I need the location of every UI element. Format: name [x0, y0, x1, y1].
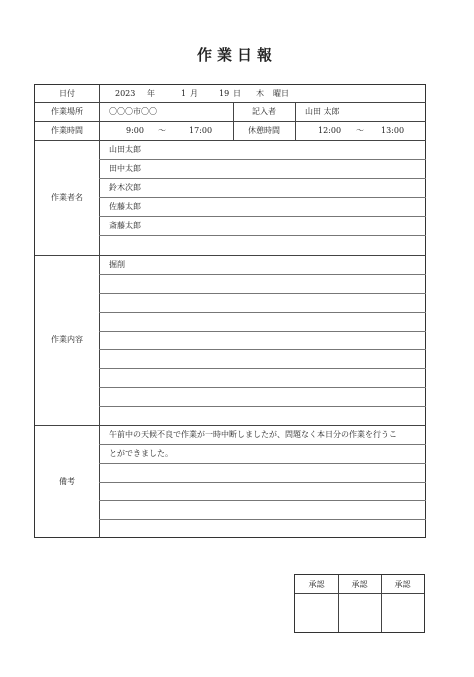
content-label: 作業内容 — [51, 335, 83, 344]
approval-label: 承認 — [351, 580, 368, 589]
work-time-start: 9:00 — [126, 126, 144, 135]
page-title: 作業日報 — [196, 46, 277, 64]
date-month-unit: 月 — [190, 89, 198, 98]
workers-label: 作業者名 — [51, 193, 83, 202]
date-weekday-unit: 曜日 — [273, 89, 289, 98]
date-day: 19 — [219, 89, 230, 98]
date-month: 1 — [181, 89, 187, 98]
work-time-end: 17:00 — [189, 126, 213, 135]
approval-stamps — [294, 574, 425, 633]
date-label: 日付 — [59, 89, 75, 98]
content-line: 掘削 — [109, 260, 125, 269]
work-time-label: 作業時間 — [51, 126, 83, 135]
remarks-line: 午前中の天候不良で作業が一時中断しましたが、問題なく本日分の作業を行うこ — [109, 430, 397, 439]
approval-label: 承認 — [394, 580, 411, 589]
worker-name: 斎藤太郎 — [109, 221, 141, 230]
worker-name: 鈴木次郎 — [109, 183, 141, 192]
remarks-label: 備考 — [59, 477, 75, 486]
date-weekday: 木 — [256, 89, 264, 98]
break-time-start: 12:00 — [318, 126, 342, 135]
date-day-unit: 日 — [233, 89, 241, 98]
worker-name: 山田太郎 — [109, 145, 141, 154]
break-time-tilde: 〜 — [356, 126, 364, 135]
location-value: 〇〇〇市〇〇 — [109, 107, 157, 116]
approval-label: 承認 — [308, 580, 325, 589]
break-time-end: 13:00 — [381, 126, 405, 135]
report-table — [34, 84, 426, 538]
location-label: 作業場所 — [51, 107, 83, 116]
break-time-label: 休憩時間 — [248, 126, 280, 135]
remarks-line: とができました。 — [109, 449, 173, 458]
work-time-tilde: 〜 — [158, 126, 166, 135]
recorder-value: 山田 太郎 — [305, 107, 340, 116]
recorder-label: 記入者 — [252, 107, 276, 116]
date-year-unit: 年 — [147, 89, 155, 98]
date-year: 2023 — [115, 89, 136, 98]
worker-name: 佐藤太郎 — [109, 202, 141, 211]
worker-name: 田中太郎 — [109, 164, 141, 173]
